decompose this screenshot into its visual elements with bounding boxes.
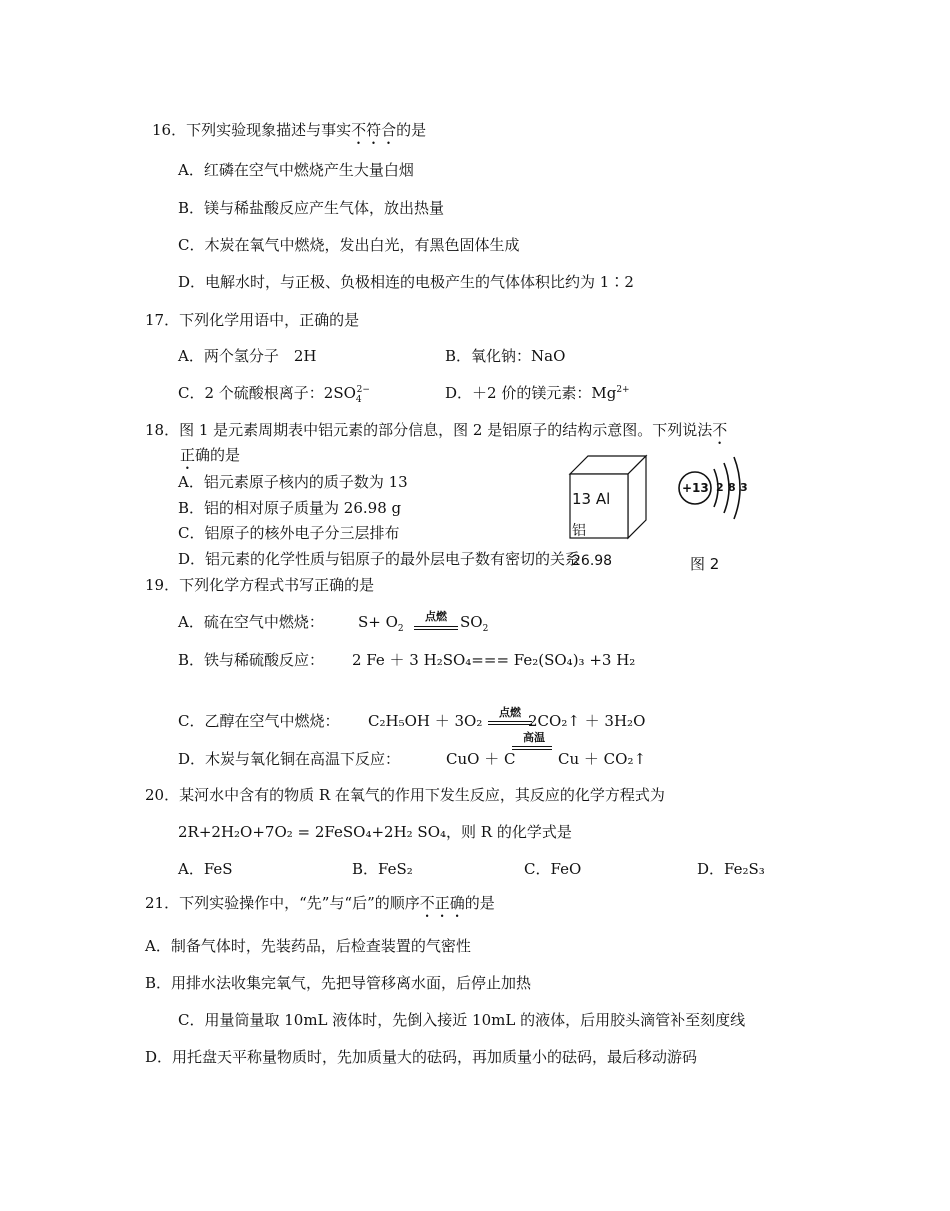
q19-option-b-label: B．铁与稀硫酸反应： (178, 651, 325, 669)
q18-option-a: A．铝元素原子核内的质子数为 13 (178, 473, 408, 491)
q19-option-c-right: 2CO₂↑ ＋ 3H₂O (528, 712, 646, 730)
q19-option-a-label: A．硫在空气中燃烧： (178, 613, 324, 631)
q19-option-b-equation: 2 Fe ＋ 3 H₂SO₄=== Fe₂(SO₄)₃ +3 H₂ (352, 651, 636, 669)
q19-option-c-condition: 点燃 (499, 706, 521, 719)
q18-option-d: D．铝元素的化学性质与铝原子的最外层电子数有密切的关系 (178, 550, 581, 568)
q19-option-a-left: $S+ O_2$ (358, 613, 404, 634)
fig2-shell-3: 3 (740, 481, 748, 494)
q17-option-c: C．2 个硫酸根离子：$2SO_4^{2-}$ (178, 384, 370, 405)
q16-stem: 16．下列实验现象描述与事实不符合的是 (152, 121, 427, 139)
q16-option-c: C．木炭在氧气中燃烧，发出白光，有黑色固体生成 (178, 236, 520, 254)
q21-option-b: B．用排水法收集完氧气，先把导管移离水面，后停止加热 (145, 974, 532, 992)
q17-option-a: A．两个氢分子 2H (178, 347, 317, 365)
q17-stem: 17．下列化学用语中，正确的是 (145, 311, 360, 329)
q19-option-d-equals (512, 746, 552, 750)
q19-option-a-right: $SO_2$ (460, 613, 489, 634)
q19-option-c-equals (488, 721, 532, 725)
q21-option-a: A．制备气体时，先装药品，后检查装置的气密性 (145, 937, 471, 955)
q19-option-d-label: D．木炭与氧化铜在高温下反应： (178, 750, 401, 768)
q20-equation: 2R+2H₂O+7O₂ = 2FeSO₄+2H₂ SO₄，则 R 的化学式是 (178, 823, 572, 841)
q20-option-b: B．FeS₂ (352, 860, 413, 878)
fig2-shell-1: 2 (716, 481, 724, 494)
fig2-caption: 图 2 (690, 555, 720, 573)
q19-option-d-right: Cu ＋ CO₂↑ (558, 750, 647, 768)
q18-stem-line2: 正确的是 (180, 446, 241, 464)
q17-option-d: D．＋2 价的镁元素：$Mg^{2+}$ (445, 384, 630, 402)
q20-option-a: A．FeS (178, 860, 233, 878)
q19-stem: 19．下列化学方程式书写正确的是 (145, 576, 375, 594)
q18-stem-line1: 18．图 1 是元素周期表中铝元素的部分信息，图 2 是铝原子的结构示意图。下列说法不 (145, 421, 728, 439)
q21-option-c: C．用量筒量取 10mL 液体时，先倒入接近 10mL 的液体，后用胶头滴管补至刻度线 (178, 1011, 746, 1029)
fig1-name-label: 铝 (572, 523, 586, 539)
q16-option-d: D．电解水时，与正极、负极相连的电极产生的气体体积比约为 1∶2 (178, 273, 634, 291)
q16-option-a: A．红磷在空气中燃烧产生大量白烟 (178, 161, 414, 179)
q18-option-c: C．铝原子的核外电子分三层排布 (178, 524, 400, 542)
fig2-nucleus-charge: +13 (682, 481, 709, 495)
q20-stem: 20．某河水中含有的物质 R 在氧气的作用下发生反应，其反应的化学方程式为 (145, 786, 665, 804)
q18-option-b: B．铝的相对原子质量为 26.98 g (178, 499, 402, 517)
q19-option-a-equals (414, 626, 458, 630)
q20-option-d: D．Fe₂S₃ (697, 860, 765, 878)
q16-option-b: B．镁与稀盐酸反应产生气体，放出热量 (178, 199, 445, 217)
fig1-symbol-label: 13 Al (572, 490, 611, 508)
q17-option-b: B．氧化钠：NaO (445, 347, 566, 365)
q19-option-a-condition: 点燃 (425, 610, 447, 623)
fig2-shell-2: 8 (728, 481, 736, 494)
q19-option-c-label: C．乙醇在空气中燃烧： (178, 712, 340, 730)
q21-option-d: D．用托盘天平称量物质时，先加质量大的砝码，再加质量小的砝码，最后移动游码 (145, 1048, 698, 1066)
q20-option-c: C．FeO (524, 860, 582, 878)
fig1-mass-label: 26.98 (572, 553, 613, 569)
q19-option-c-left: C₂H₅OH ＋ 3O₂ (368, 712, 483, 730)
q19-option-d-condition: 高温 (523, 731, 545, 744)
q19-option-d-left: CuO ＋ C (446, 750, 516, 768)
q21-stem: 21．下列实验操作中，“先”与“后”的顺序不正确的是 (145, 894, 495, 912)
